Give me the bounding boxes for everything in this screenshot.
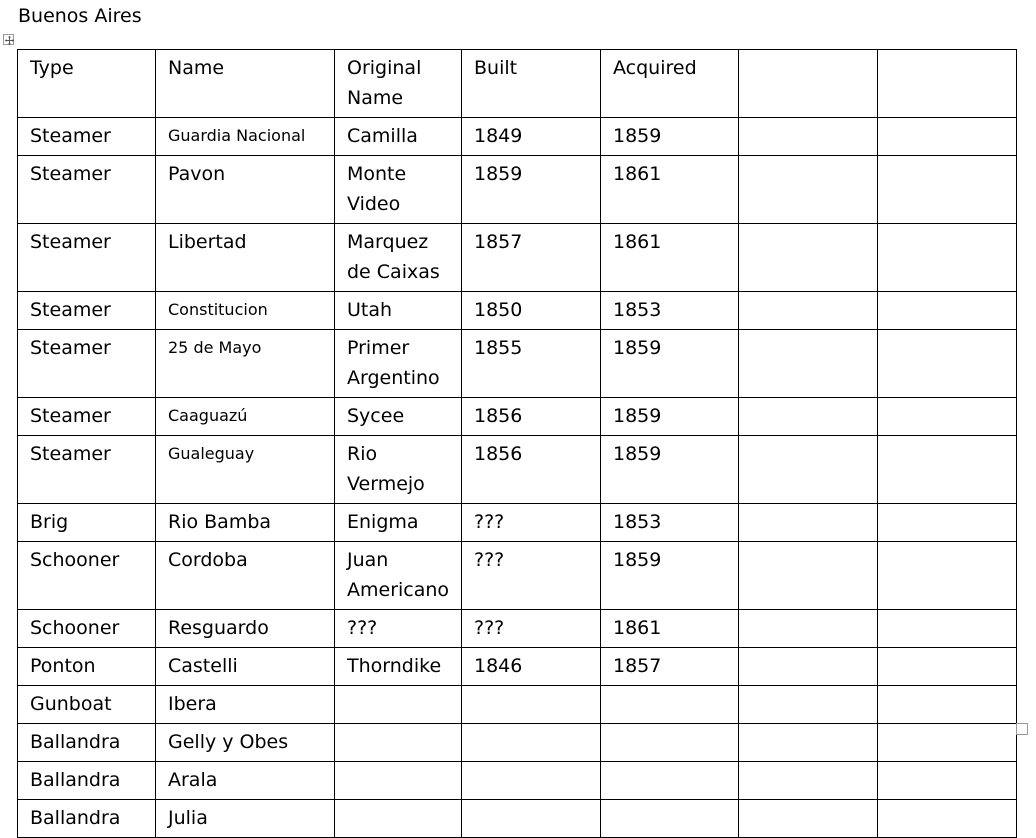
table-row (18, 762, 1017, 800)
table-row (18, 224, 1017, 292)
table-row (18, 724, 1017, 762)
cell-built[interactable]: 1856 (462, 398, 601, 436)
cell-empty[interactable] (739, 156, 878, 224)
cell-empty[interactable] (739, 762, 878, 800)
cell-acquired[interactable]: 1861 (601, 224, 739, 292)
cell-built[interactable]: 1850 (462, 292, 601, 330)
cell-original-name[interactable]: Juan Americano (335, 542, 462, 610)
cell-name[interactable]: Guardia Nacional (156, 118, 335, 156)
cell-empty[interactable] (878, 686, 1017, 724)
cell-type[interactable]: Steamer (18, 156, 156, 224)
cell-built[interactable]: ??? (462, 504, 601, 542)
cell-name[interactable]: Ibera (156, 686, 335, 724)
cell-name[interactable]: Gelly y Obes (156, 724, 335, 762)
cell-empty[interactable] (739, 686, 878, 724)
cell-type[interactable]: Ponton (18, 648, 156, 686)
table-row (18, 292, 1017, 330)
table-row (18, 610, 1017, 648)
cell-acquired[interactable]: 1853 (601, 504, 739, 542)
cell-acquired[interactable]: 1853 (601, 292, 739, 330)
table-row (18, 330, 1017, 398)
cell-name[interactable]: Libertad (156, 224, 335, 292)
cell-empty[interactable] (878, 648, 1017, 686)
cell-original-name[interactable]: Sycee (335, 398, 462, 436)
cell-name[interactable]: Caaguazú (156, 398, 335, 436)
header-type[interactable]: Type (18, 50, 156, 118)
cell-built[interactable]: 1849 (462, 118, 601, 156)
cell-original-name[interactable]: Utah (335, 292, 462, 330)
cell-type[interactable]: Steamer (18, 398, 156, 436)
header-empty-cell[interactable] (739, 50, 878, 118)
cell-empty[interactable] (739, 610, 878, 648)
cell-original-name[interactable]: ??? (335, 610, 462, 648)
cell-original-name[interactable] (335, 724, 462, 762)
table-move-handle-icon[interactable] (3, 34, 14, 45)
cell-type[interactable]: Ballandra (18, 800, 156, 838)
cell-empty[interactable] (878, 542, 1017, 610)
cell-type[interactable]: Schooner (18, 610, 156, 648)
header-built[interactable]: Built (462, 50, 601, 118)
table-row (18, 542, 1017, 610)
cell-empty[interactable] (878, 504, 1017, 542)
cell-acquired[interactable]: 1861 (601, 610, 739, 648)
cell-empty[interactable] (878, 800, 1017, 838)
cell-empty[interactable] (878, 330, 1017, 398)
cell-empty[interactable] (739, 504, 878, 542)
cell-acquired[interactable]: 1859 (601, 436, 739, 504)
cell-empty[interactable] (878, 724, 1017, 762)
cell-type[interactable]: Steamer (18, 436, 156, 504)
cell-built[interactable] (462, 686, 601, 724)
cell-acquired[interactable]: 1859 (601, 398, 739, 436)
cell-built[interactable]: 1859 (462, 156, 601, 224)
cell-empty[interactable] (739, 118, 878, 156)
cell-original-name[interactable] (335, 800, 462, 838)
cell-type[interactable]: Brig (18, 504, 156, 542)
table-row (18, 398, 1017, 436)
cell-acquired[interactable] (601, 762, 739, 800)
table-row (18, 648, 1017, 686)
cell-built[interactable]: 1857 (462, 224, 601, 292)
table-row (18, 436, 1017, 504)
table-resize-handle[interactable] (1016, 723, 1028, 735)
cell-empty[interactable] (878, 292, 1017, 330)
cell-name[interactable]: Pavon (156, 156, 335, 224)
cell-type[interactable]: Steamer (18, 224, 156, 292)
cell-empty[interactable] (878, 398, 1017, 436)
cell-type[interactable]: Gunboat (18, 686, 156, 724)
cell-name[interactable]: Rio Bamba (156, 504, 335, 542)
cell-original-name[interactable]: Camilla (335, 118, 462, 156)
cell-name[interactable]: Resguardo (156, 610, 335, 648)
cell-built[interactable]: 1856 (462, 436, 601, 504)
cell-empty[interactable] (878, 610, 1017, 648)
header-name[interactable]: Name (156, 50, 335, 118)
cell-name[interactable]: Cordoba (156, 542, 335, 610)
cell-empty[interactable] (739, 800, 878, 838)
cell-name[interactable]: Castelli (156, 648, 335, 686)
cell-empty[interactable] (878, 156, 1017, 224)
cell-empty[interactable] (739, 330, 878, 398)
cell-original-name[interactable]: Monte Video (335, 156, 462, 224)
cell-type[interactable]: Ballandra (18, 762, 156, 800)
cell-empty[interactable] (739, 292, 878, 330)
header-empty-cell[interactable] (878, 50, 1017, 118)
cell-type[interactable]: Steamer (18, 118, 156, 156)
cell-type[interactable]: Steamer (18, 292, 156, 330)
cell-type[interactable]: Ballandra (18, 724, 156, 762)
header-acquired[interactable]: Acquired (601, 50, 739, 118)
table-row (18, 504, 1017, 542)
cell-original-name[interactable] (335, 686, 462, 724)
cell-name[interactable]: Constitucion (156, 292, 335, 330)
cell-empty[interactable] (739, 542, 878, 610)
table-row (18, 800, 1017, 838)
cell-built[interactable]: 1846 (462, 648, 601, 686)
cell-acquired[interactable] (601, 800, 739, 838)
cell-original-name[interactable]: Enigma (335, 504, 462, 542)
cell-acquired[interactable]: 1859 (601, 330, 739, 398)
ships-table (17, 49, 1017, 838)
header-original-name[interactable]: Original Name (335, 50, 462, 118)
page-title: Buenos Aires (18, 5, 142, 27)
cell-name[interactable]: Gualeguay (156, 436, 335, 504)
cell-type[interactable]: Steamer (18, 330, 156, 398)
cell-acquired[interactable]: 1859 (601, 118, 739, 156)
cell-empty[interactable] (739, 224, 878, 292)
cell-built[interactable] (462, 724, 601, 762)
cell-acquired[interactable]: 1857 (601, 648, 739, 686)
cell-built[interactable] (462, 800, 601, 838)
table-header-row (18, 50, 1017, 118)
cell-original-name[interactable]: Primer Argentino (335, 330, 462, 398)
cell-acquired[interactable]: 1861 (601, 156, 739, 224)
cell-original-name[interactable] (335, 762, 462, 800)
cell-original-name[interactable]: Marquez de Caixas (335, 224, 462, 292)
cell-empty[interactable] (878, 436, 1017, 504)
cell-original-name[interactable]: Rio Vermejo (335, 436, 462, 504)
cell-original-name[interactable]: Thorndike (335, 648, 462, 686)
cell-empty[interactable] (878, 118, 1017, 156)
cell-name[interactable]: Arala (156, 762, 335, 800)
cell-empty[interactable] (878, 762, 1017, 800)
cell-name[interactable]: Julia (156, 800, 335, 838)
cell-acquired[interactable] (601, 686, 739, 724)
cell-empty[interactable] (739, 398, 878, 436)
table-row (18, 686, 1017, 724)
cell-built[interactable]: ??? (462, 610, 601, 648)
table-row (18, 156, 1017, 224)
cell-empty[interactable] (739, 724, 878, 762)
cell-empty[interactable] (739, 436, 878, 504)
cell-empty[interactable] (739, 648, 878, 686)
cell-built[interactable] (462, 762, 601, 800)
cell-empty[interactable] (878, 224, 1017, 292)
cell-acquired[interactable] (601, 724, 739, 762)
table-row (18, 118, 1017, 156)
cell-name[interactable]: 25 de Mayo (156, 330, 335, 398)
cell-built[interactable]: ??? (462, 542, 601, 610)
cell-built[interactable]: 1855 (462, 330, 601, 398)
cell-type[interactable]: Schooner (18, 542, 156, 610)
cell-acquired[interactable]: 1859 (601, 542, 739, 610)
